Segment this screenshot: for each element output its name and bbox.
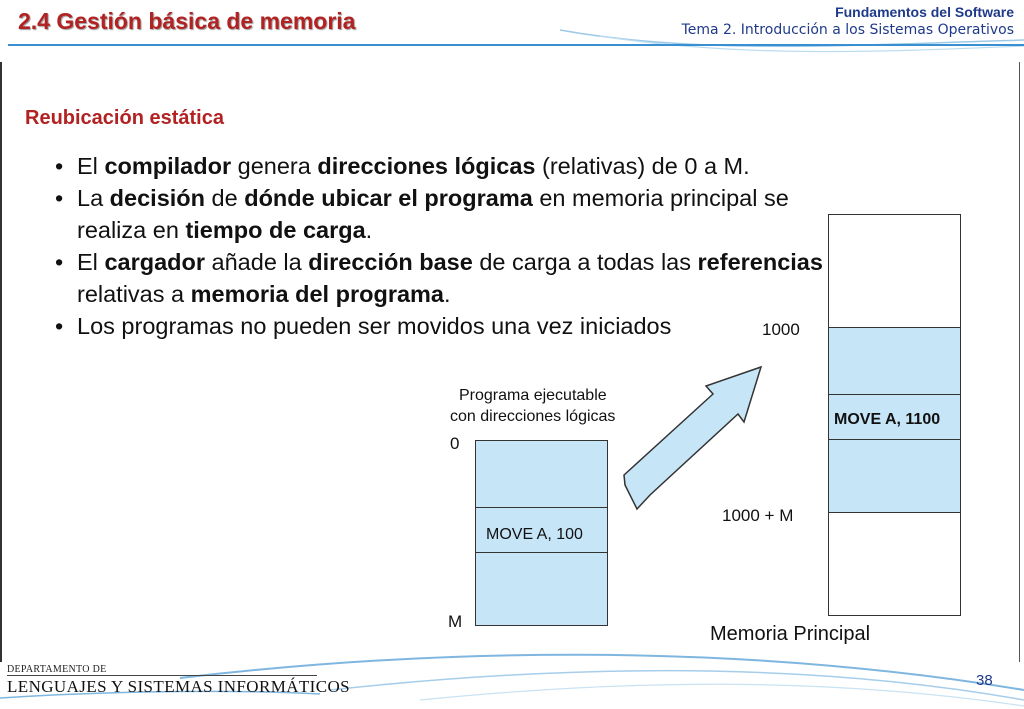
bullet-item <box>55 182 835 246</box>
bullet-text: El <box>77 153 105 179</box>
bullet-item <box>55 246 835 310</box>
bullet-bold-text: dirección base <box>308 249 473 275</box>
memory-block-program-bottom <box>828 439 961 513</box>
footer-underline <box>7 675 317 676</box>
course-topic: Tema 2. Introducción a los Sistemas Operativos <box>681 22 1014 38</box>
slide-title: 2.4 Gestión básica de memoria <box>18 8 356 34</box>
bullet-text: (relativas) de 0 a M. <box>535 153 750 179</box>
bullet-item <box>55 150 835 182</box>
bullet-text: en memoria principal se realiza en <box>77 185 789 243</box>
bullet-text: . <box>365 217 373 243</box>
program-caption-line2: con direcciones lógicas <box>450 408 616 425</box>
bullet-text: La <box>77 185 110 211</box>
footer-department-small: DEPARTAMENTO DE <box>7 664 107 675</box>
bullet-text: de carga a todas las <box>472 249 698 275</box>
memory-block-os <box>828 214 961 328</box>
memory-base-label: 1000 <box>762 320 800 339</box>
right-border-line <box>1019 62 1020 662</box>
memory-instruction: MOVE A, 1100 <box>834 411 941 428</box>
program-start-label: 0 <box>450 434 460 453</box>
bullet-bold-text: memoria del programa <box>190 281 444 307</box>
bullet-item <box>55 310 835 342</box>
header-divider <box>8 44 1024 46</box>
memory-end-label: 1000 + M <box>722 506 794 525</box>
bullet-bold-text: referencias <box>697 249 823 275</box>
footer-department-large: LENGUAJES Y SISTEMAS INFORMÁTICOS <box>7 677 350 696</box>
bullet-bold-text: decisión <box>109 185 206 211</box>
course-name: Fundamentos del Software <box>835 4 1014 20</box>
bullet-bold-text: compilador <box>104 153 232 179</box>
left-border-line <box>0 62 2 662</box>
bullet-bold-text: cargador <box>104 249 206 275</box>
bullet-text: añade la <box>205 249 309 275</box>
memory-caption: Memoria Principal <box>710 623 871 645</box>
program-caption-line1: Programa ejecutable <box>459 387 607 404</box>
bullet-text: . <box>444 281 451 307</box>
bullet-text: Los programas no pueden ser movidos una vez iniciados <box>77 313 672 339</box>
bullet-text: El <box>77 249 105 275</box>
section-heading: Reubicación estática <box>25 107 224 129</box>
memory-block-program-top <box>828 327 961 395</box>
bullet-text: de <box>205 185 245 211</box>
bullet-bold-text: direcciones lógicas <box>317 153 536 179</box>
program-block-bottom <box>475 552 608 626</box>
program-block-top <box>475 440 608 508</box>
load-arrow <box>615 355 765 515</box>
bullet-bold-text: dónde ubicar el programa <box>244 185 533 211</box>
program-end-label: M <box>448 612 463 631</box>
bullet-list <box>55 150 835 342</box>
bullet-text: genera <box>231 153 318 179</box>
page-number: 38 <box>976 672 993 689</box>
program-instruction: MOVE A, 100 <box>486 526 583 543</box>
bullet-text: relativas a <box>77 281 191 307</box>
memory-block-free <box>828 512 961 616</box>
bullet-bold-text: tiempo de carga <box>185 217 366 243</box>
